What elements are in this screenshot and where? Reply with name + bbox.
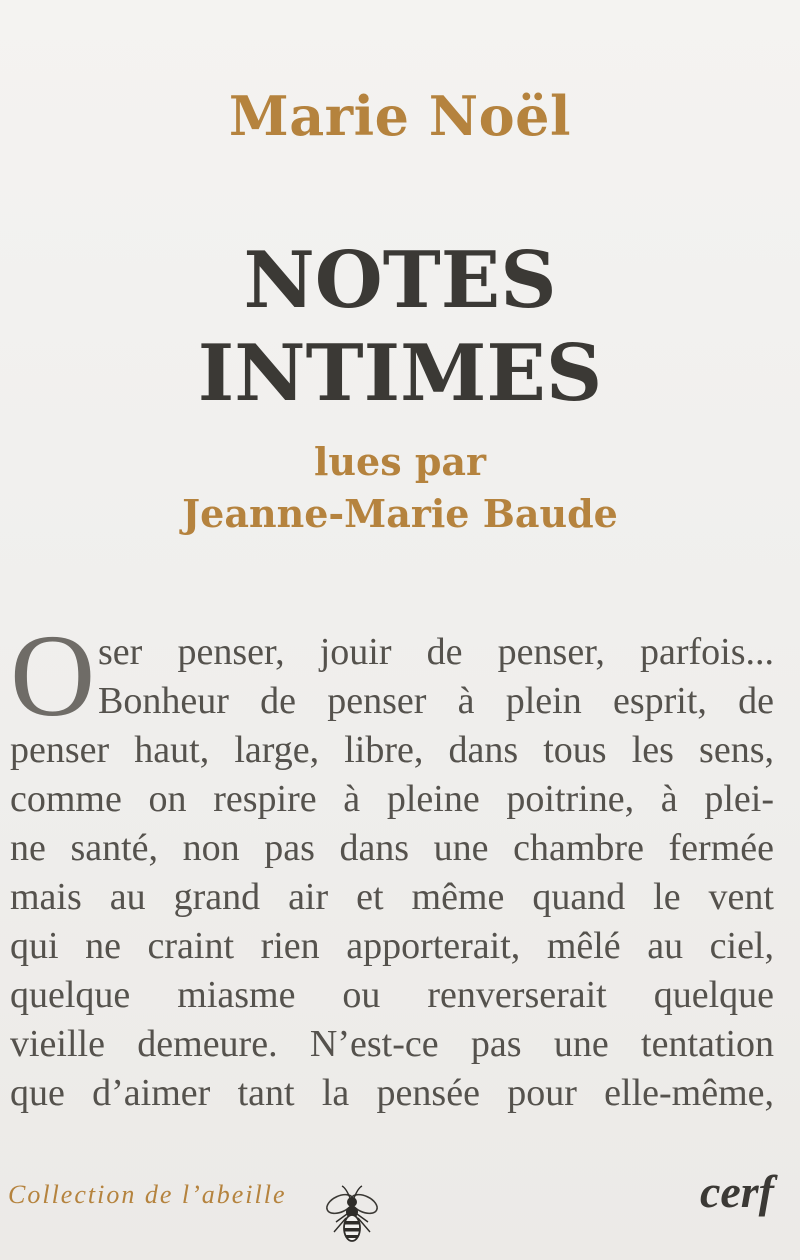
publisher-logo: cerf xyxy=(699,1166,774,1217)
excerpt-line-6: mais au grand air et même quand le vent xyxy=(10,876,774,918)
excerpt-text xyxy=(10,610,774,1118)
excerpt-line-1: ser penser, jouir de penser, parfois... xyxy=(98,631,774,673)
excerpt-line-4: comme on respire à pleine poitrine, à plei- xyxy=(10,778,774,820)
excerpt-line-7: qui ne craint rien apporterait, mêlé au ciel, xyxy=(10,925,774,967)
excerpt-line-3: penser haut, large, libre, dans tous les sens, xyxy=(10,729,774,771)
excerpt-line-2: Bonheur de penser à plein esprit, de xyxy=(98,680,774,722)
reader-name: Jeanne-Marie Baude xyxy=(182,491,618,536)
excerpt-line-8: quelque miasme ou renverserait quelque xyxy=(10,974,774,1016)
author-name: Marie Noël xyxy=(228,84,572,148)
title-line-1: NOTES xyxy=(243,235,557,326)
excerpt-line-9: vieille demeure. N’est-ce pas une tentation xyxy=(10,1023,774,1065)
excerpt-line-10: que d’aimer tant la pensée pour elle-même, xyxy=(10,1072,774,1114)
bee-icon xyxy=(320,1180,384,1250)
drop-cap: O xyxy=(10,610,96,741)
title-line-2: INTIMES xyxy=(197,328,603,419)
collection-name: Collection de l’abeille xyxy=(8,1180,287,1209)
excerpt-line-5: ne santé, non pas dans une chambre fermée xyxy=(10,827,774,869)
reader-prefix: lues par xyxy=(313,439,487,484)
